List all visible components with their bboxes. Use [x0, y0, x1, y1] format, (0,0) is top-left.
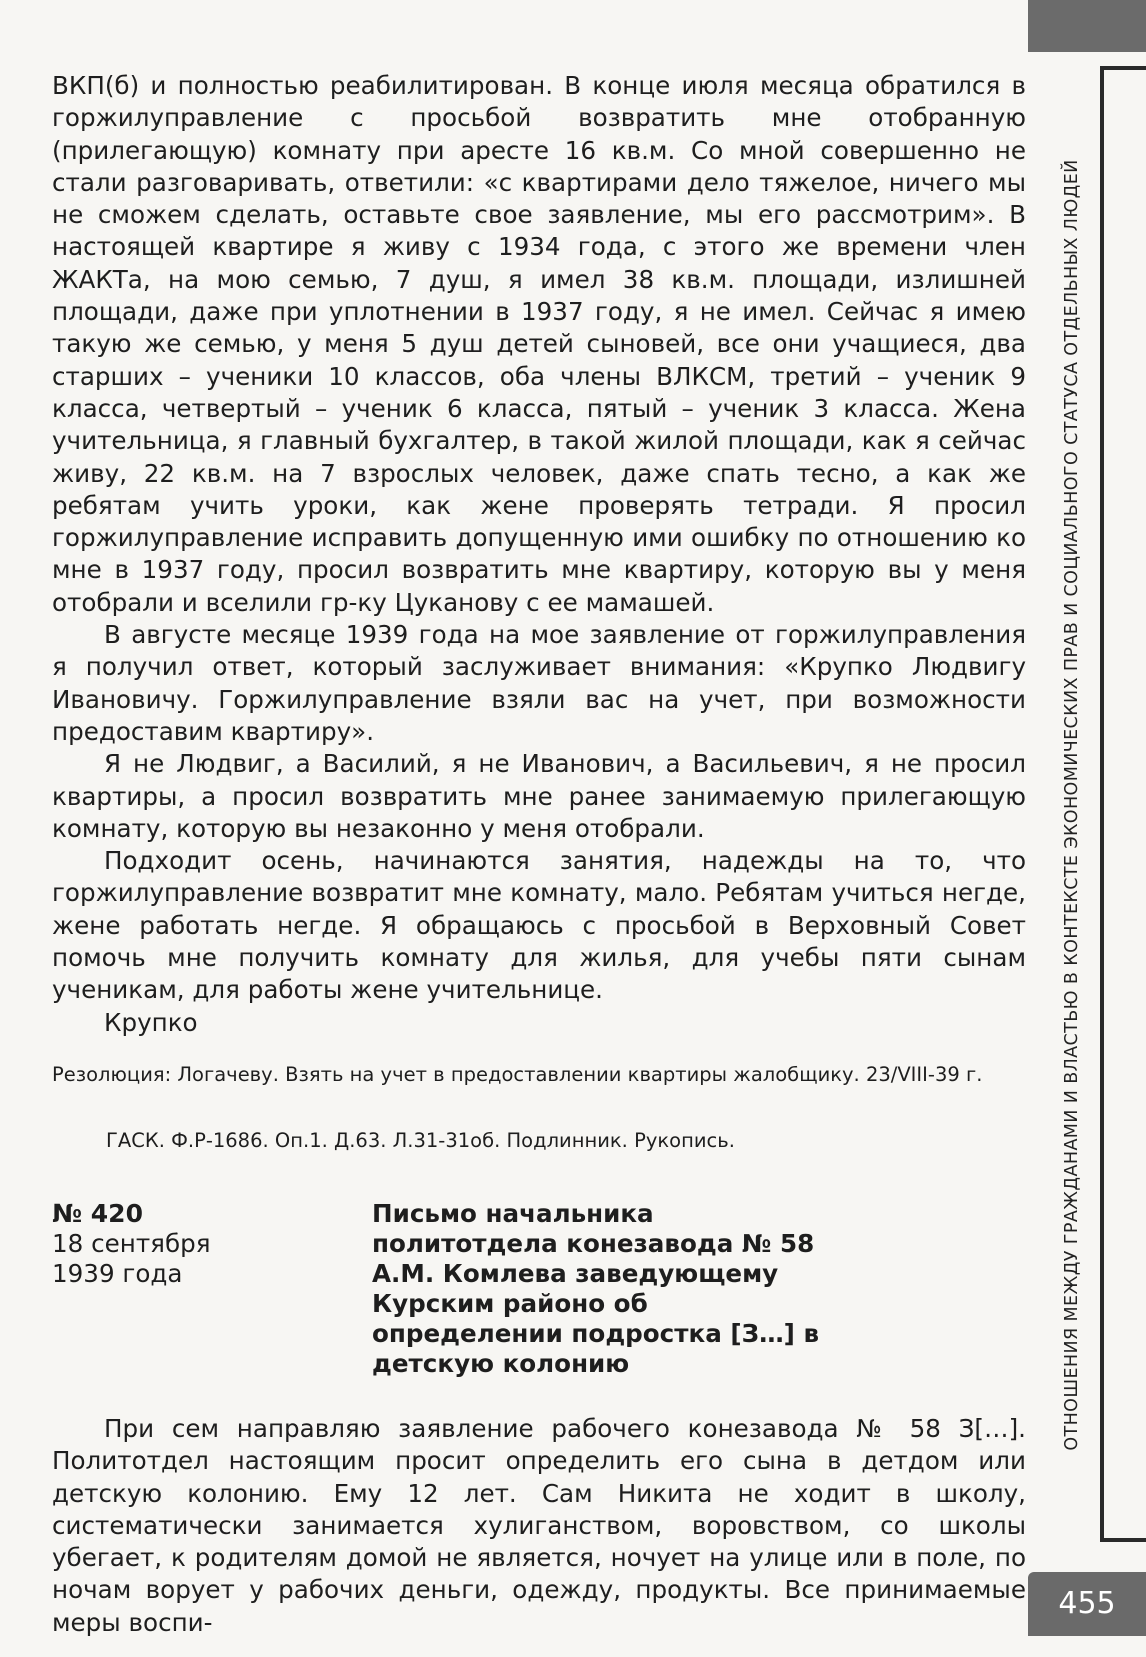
letter-paragraph: В августе месяце 1939 года на мое заявление от горжилуправления я получил ответ, который заслуживает внимания: «Крупко Людвигу Ивановичу. Горжилуправление взяли вас на учет, при возможности предоставим квартиру». [52, 620, 1026, 746]
letter-signature: Крупко [104, 1007, 198, 1037]
document-meta [52, 1199, 372, 1379]
page-content [52, 70, 1026, 1639]
document-body: При сем направляю заявление рабочего конезавода № 58 З[…]. Политотдел настоящим просит определить его сына в детдом или детскую колонию. Ему 12 лет. Сам Никита не ходит в школу, систематически занимается хулиганством, воровством, со школы убегает, к родителям домой не является, ночует на улице или в поле, по ночам ворует у рабочих деньги, одежду, продукты. Все принимаемые меры воспи- [52, 1413, 1026, 1637]
letter-paragraph: Подходит осень, начинаются занятия, надежды на то, что горжилуправление возвратит мне комнату, мало. Ребятам учиться негде, жене работать негде. Я обращаюсь с просьбой в Верховный Совет помочь мне получить комнату для жилья, для учебы пяти сынам ученикам, для работы жене учительнице. [52, 846, 1026, 1005]
document-date-year: 1939 года [52, 1258, 183, 1288]
document-date-day: 18 сентября [52, 1228, 211, 1258]
archive-reference: ГАСК. Ф.Р-1686. Оп.1. Д.63. Л.31-31об. Подлинник. Рукопись. [106, 1128, 735, 1152]
side-caption: ОТНОШЕНИЯ МЕЖДУ ГРАЖДАНАМИ И ВЛАСТЬЮ В КОНТЕКСТЕ ЭКОНОМИЧЕСКИХ ПРАВ И СОЦИАЛЬНОГО СТАТУСА ОТДЕЛЬНЫХ ЛЮДЕЙ [1062, 159, 1082, 1451]
document-title: Письмо начальника политотдела конезавода № 58 А.М. Комлева заведующему Курским районо об определении подростка [З…] в детскую колонию [372, 1198, 820, 1378]
resolution-note: Резолюция: Логачеву. Взять на учет в предоставлении квартиры жалобщику. 23/VIII-39 г. [52, 1062, 983, 1086]
letter-paragraph: ВКП(б) и полностью реабилитирован. В конце июля месяца обратился в горжилуправление с просьбой возвратить мне отобранную (прилегающую) комнату при аресте 16 кв.м. Со мной совершенно не стали разговаривать, ответили: «с квартирами дело тяжелое, ничего мы не сможем сделать, оставьте свое заявление, мы его рассмотрим». В настоящей квартире я живу с 1934 года, с этого же времени член ЖАКТа, на мою семью, 7 душ, я имел 38 кв.м. площади, излишней площади, даже при уплотнении в 1937 году, я не имел. Сейчас я имею такую же семью, у меня 5 душ детей сыновей, все они учащиеся, два старших – ученики 10 классов, оба члены ВЛКСМ, третий – ученик 9 класса, четвертый – ученик 6 класса, пятый – ученик 3 класса. Жена учительница, я главный бухгалтер, в такой жилой площади, как я сейчас живу, 22 кв.м. на 7 взрослых человек, даже спать тесно, а как же ребятам учить уроки, как жене проверять тетради. Я просил горжилуправление исправить допущенную ими ошибку по отношению ко мне в 1937 году, просил возвратить мне квартиру, которую вы у меня отобрали и вселили гр-ку Цуканову с ее мамашей. [52, 71, 1026, 617]
letter-paragraph: Я не Людвиг, а Василий, я не Иванович, а Васильевич, я не просил квартиры, а просил возвратить мне ранее занимаемую прилегающую комнату, которую вы незаконно у меня отобрали. [52, 749, 1026, 843]
corner-tab [1028, 0, 1146, 52]
side-frame [1100, 66, 1146, 1542]
document-number: № 420 [52, 1198, 143, 1228]
document-header [52, 1199, 1026, 1379]
page-number: 455 [1028, 1572, 1146, 1636]
